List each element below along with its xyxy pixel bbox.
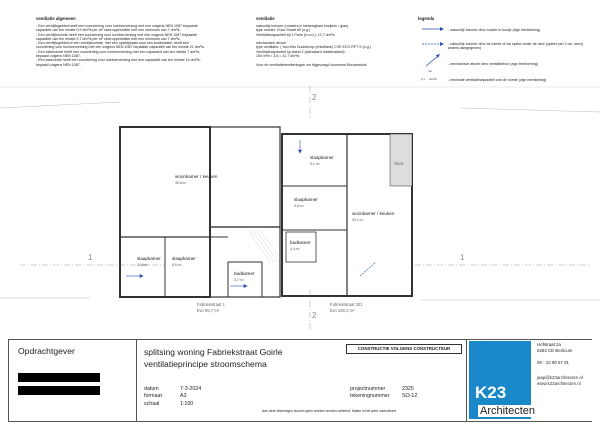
room-slaapkamer-1 [137,256,161,267]
email-link[interactable]: jaap@k23architecten.nl [537,375,583,381]
room-name: slaapkamer [310,155,334,160]
room-slaapkamer-3 [310,155,334,166]
note-line: type rooster: Duco Smart 60 (o.g.) [256,28,311,33]
room-name: slaapkamer [294,197,318,202]
room-area: 40,1 m² [352,218,364,222]
tekening-value: SO-12 [402,393,418,400]
note-line: mechanisch afvoer [256,41,287,46]
room-area: 36,8 m² [175,181,187,185]
project-value: 2325 [402,386,414,392]
legend-item-label: - natuurlijk toevoer dmv de ruimte of via spleet onder de deur (spleet van 2 cm, tenzij anders aangegeven) [448,42,583,51]
unit-title: Fabriekstraat 1 [197,302,225,307]
room-name: PBCR [394,162,404,166]
hatched-area [248,230,280,262]
meta-left [144,386,201,408]
address-line-1: Hofstraat 2a [537,342,561,347]
room-name: slaapkamer [137,256,161,261]
schaal-label: schaal [144,400,160,407]
datum-value: 7-3-2024 [180,386,202,392]
legend-header: legenda [418,16,435,21]
meta-right [350,386,417,401]
title-line-2: ventilatieprincipe stroomschema [144,359,267,369]
client-redacted-1 [18,373,100,382]
legend-item-label: - mechanisch afvoer dmv ventilatiebox (zign berekening) [448,62,538,66]
title-line-1: splitsing woning Fabriekstraat Goirle [144,347,283,357]
note-line: - Een badruimte heeft een voorziening voor luchtverversing met een capaciteit van ten minste 14 dm³/s, [36,58,201,63]
room-badkamer-left [234,271,255,282]
website-link[interactable]: www.k23architecten.nl [537,381,581,387]
note-line: - Een verblijfsruimte heeft een voorziening voor luchtverversing met een volgens NEN 1087 bepaalde [36,32,198,37]
unit-label-right [330,302,363,313]
schaal-value: 1:100 [180,400,194,407]
room-name: woonkamer / keuken [352,211,395,216]
note-line: Voor de ventilatieberekeningen zie bijgevoegd document Bouwbesluit [256,62,367,67]
svg-text:q = ... dm³/s: q = ... dm³/s [421,77,437,81]
address-line-2: 5254 CE Berlicum [537,348,573,354]
room-area: 10,6 m² [137,263,149,267]
room-slaapkamer-4 [294,197,318,208]
section-mark-right [415,253,590,265]
datum-label: datum [144,386,159,392]
unit-label-left [197,302,226,313]
note-line: bepaald volgens NEN 1087. [36,54,81,59]
unit-bvo: bvo 99,7 m² [197,308,220,313]
room-area: 4,4 m² [290,247,300,251]
room-woonkamer-left [175,174,218,185]
note-line: - Een verblijfsgebied heeft een voorziening voor luchtverversing met een volgens NEN 1087 bepaalde [36,24,198,28]
room-area: 9,5 m² [294,204,304,208]
room-name: badkamer [234,271,255,276]
construction-stamp: CONSTRUCTIE VOLGENS CONSTRUCTEUR [346,344,462,354]
room-name: badkamer [290,240,311,245]
note-line: voorziening voor luchtverversing met een volgens NEN 1087 bepaalde capaciteit van ten minste 21 dm³/s. [36,45,205,50]
unit-left-walls [120,127,280,297]
contact-block [537,342,583,387]
svg-text:mv: mv [428,69,432,73]
formaat-value: A3 [180,393,187,400]
note-line: Ventilatiecapaciteit bij 1 Pa/m (b.v.m.): 12,7 dm³/s [256,32,335,37]
room-area: 9,1 m² [310,162,320,166]
client-redacted-2 [18,386,100,395]
note-line: 150 m³/h / 3,6 = 41,7 dm³/s [256,54,300,59]
tekening-label: tekeningnummer [350,393,390,400]
vent-header: ventilatie [256,16,275,21]
note-line: type ventilator: ( bou Wtu Duoblenop (enkelfase) CVE ECO RFT S (o.g.) [256,45,371,50]
disclaimer: Aan deze tekeningen kunnen geen rechten worden ontleend. Maten in het werk controleren! [262,409,397,413]
drawing-title [144,346,283,370]
section-label: 1 [88,253,93,262]
room-slaapkamer-2 [172,256,196,267]
logo-subtitle: Architecten [480,405,536,417]
note-line: capaciteit van ten minste 0,7 dm³/s per m² vloeroppervlakte met een minimum van 7 dm³/s. [36,36,181,41]
note-line: bepaald volgens NEN 1087. [36,62,81,67]
section-label: 2 [312,93,317,102]
unit-title: Fabriekstraat 201 [330,302,363,307]
room-area: 6,5 m² [172,263,182,267]
project-label: projectnummer [350,386,386,392]
room-woonkamer-right [352,211,395,222]
unit-bvo: bvo 100,2 m² [330,308,355,313]
section-label: 1 [460,253,465,262]
room-name: woonkamer / keuken [175,174,218,179]
note-line: - Een toiletruimte heeft een voorziening voor luchtverversing met een capaciteit van ten minste 7 dm³/s, [36,49,201,54]
note-line: capaciteit van ten minste 0,9 dm³/s per m² vloeroppervlakte met een minimum van 7 dm³/s. [36,28,181,33]
section-mark-top [310,86,317,118]
section-label: 2 [312,311,317,320]
room-badkamer-right [290,240,311,251]
client-label: Opdrachtgever [18,346,75,356]
room-name: slaapkamer [172,256,196,261]
room-area: 3,7 m² [234,278,244,282]
note-line: natuurlijk toevoer (roosters in beweegbare kozijnen / glas) [256,24,349,28]
logo-text: K23 [475,383,507,402]
legend-item-label: - natuurlijk toevoer dmv rooster in kozijn (zign berekening) [448,28,541,32]
phone-number: 06 - 10 90 57 31 [537,360,569,366]
note-line: - Een verblijfsgebied of een verblijfsruimte, met een opstelplaats voor een kooktoestel, heeft een [36,41,190,46]
ventilation-arrows [126,140,376,288]
room-pbcr [394,162,404,166]
note-line: Ventilatiecapaciteit op stand 2 (standaard middenstand): [256,49,346,54]
legend-item-label: - minimale ventilatiecapaciteit van de ruimte (zign berekening) [448,78,547,82]
formaat-label: formaat [144,393,162,400]
notes-header: ventilatie algemeen [36,16,76,21]
